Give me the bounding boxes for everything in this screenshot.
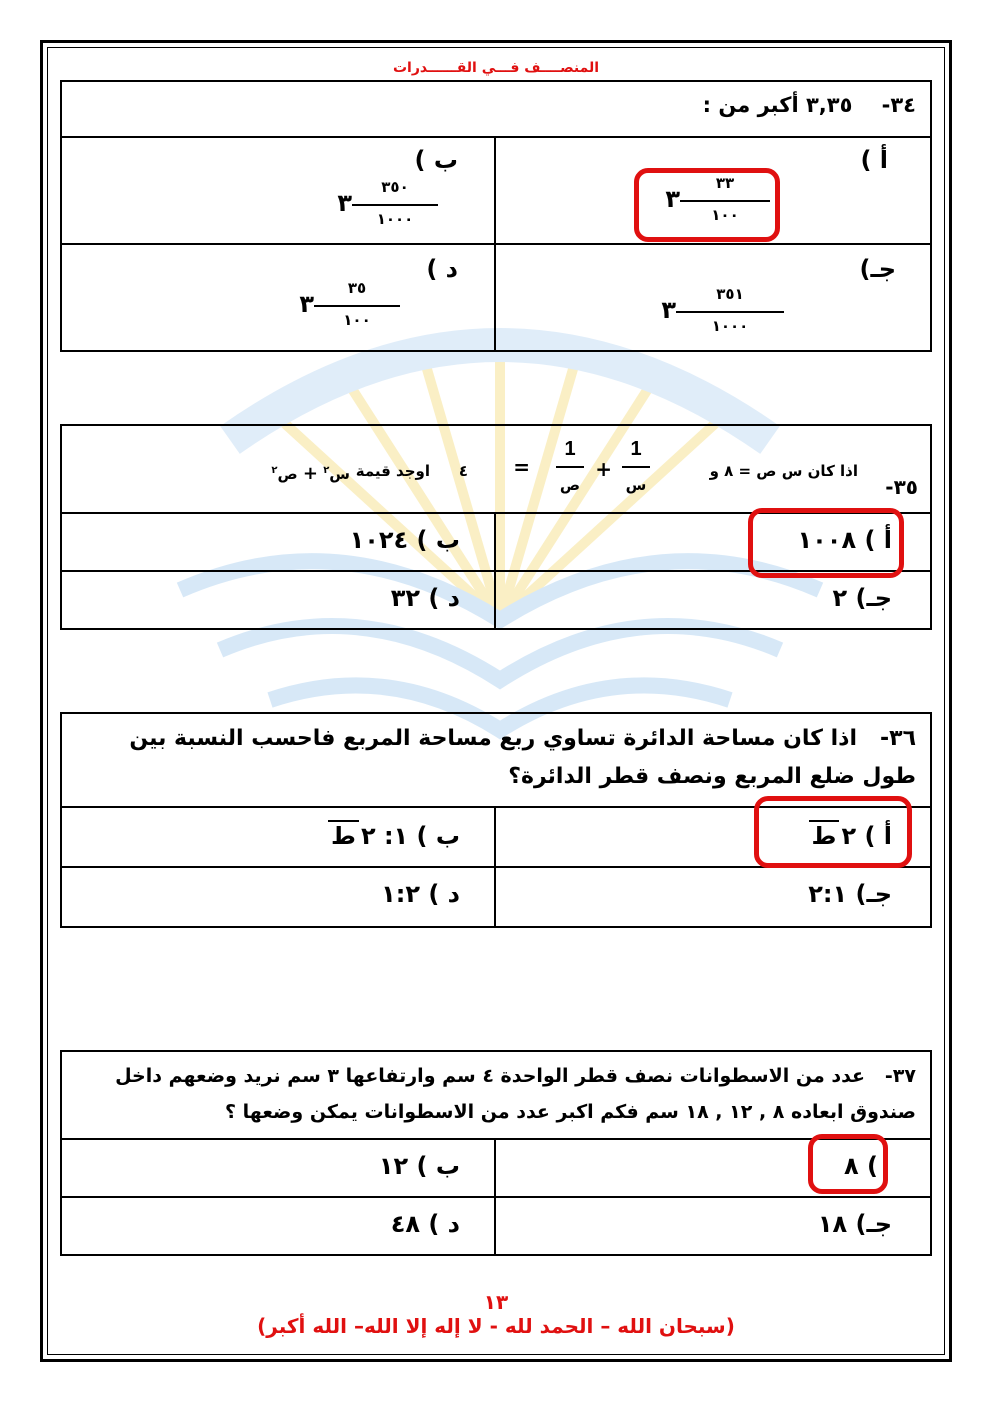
expression-term-2: ص: [277, 465, 298, 483]
option-d-whole: ٣: [299, 290, 314, 318]
question-35-stem: [62, 426, 930, 514]
option-b[interactable]: [62, 138, 496, 243]
option-c-numerator: ٣٥١: [716, 285, 744, 303]
option-b[interactable]: [62, 1140, 496, 1196]
option-c-whole: ٣: [661, 296, 676, 324]
equals-sign: =: [513, 455, 530, 479]
question-35-text-end: اوجد قيمة: [355, 462, 430, 480]
option-d-text: د ) ٣٢: [390, 584, 460, 612]
plus-sign: +: [595, 457, 612, 481]
option-a-text: أ ) ١٠٠٨: [797, 526, 892, 554]
question-36-number: ٣٦-: [880, 726, 916, 751]
option-c-denominator: ١٠٠٠: [711, 317, 749, 335]
question-37-stem: [62, 1052, 930, 1140]
option-a[interactable]: [496, 1140, 930, 1196]
answer-highlight-circle: [808, 1134, 888, 1194]
option-d-text: د ) ١:٢: [381, 880, 460, 908]
option-a-prefix: أ ) ٢: [841, 822, 892, 850]
option-c[interactable]: [496, 245, 930, 350]
question-35-expression: [271, 454, 350, 491]
answer-highlight-circle: [754, 796, 912, 868]
answer-highlight-circle: [748, 508, 904, 578]
option-c[interactable]: [496, 868, 930, 926]
option-d[interactable]: [62, 1198, 496, 1256]
answer-highlight-circle: [634, 168, 780, 242]
expression-exponent-2: ٢: [271, 465, 278, 476]
option-b-text: ب ) ١٢: [378, 1152, 460, 1180]
fraction-2-denominator: ص: [559, 476, 581, 494]
question-36-text: اذا كان مساحة الدائرة تساوي ربع مساحة المربع فاحسب النسبة بين طول ضلع المربع ونصف قطر الدائرة؟: [129, 726, 916, 789]
question-37-text: عدد من الاسطوانات نصف قطر الواحدة ٤ سم وارتفاعها ٣ سم نريد وضعهم داخل صندوق ابعاده ٨ , ١٢ , ١٨ سم فكم اكبر عدد من الاسطوانات يمكن وضعها ؟: [115, 1065, 916, 1123]
expression-term-1: س: [329, 465, 350, 483]
option-c-label: جـ): [859, 255, 896, 283]
question-35-number: ٣٥-: [885, 475, 918, 499]
question-37-row-1: [62, 1140, 930, 1198]
question-37: [60, 1050, 932, 1256]
option-d-label: د ): [426, 255, 458, 283]
question-35: [60, 424, 932, 630]
question-34-row-2: [62, 245, 930, 350]
option-c-fraction: [657, 285, 784, 335]
option-a-radical: ط: [809, 820, 840, 850]
question-34: [60, 80, 932, 352]
fraction-1-denominator: س: [625, 476, 647, 494]
option-d[interactable]: [62, 572, 496, 630]
option-a[interactable]: [496, 514, 930, 570]
option-a[interactable]: [496, 808, 930, 866]
question-34-text: ٣,٣٥ أكبر من :: [702, 93, 853, 117]
question-36-stem: [62, 714, 930, 808]
option-b-numerator: ٣٥٠: [381, 178, 409, 196]
option-d[interactable]: [62, 245, 496, 350]
question-34-row-1: [62, 138, 930, 245]
option-a[interactable]: [496, 138, 930, 243]
option-b-label: ب ): [414, 146, 458, 174]
question-34-stem: [62, 82, 930, 138]
option-a-whole: ٣: [665, 185, 680, 213]
fraction-2-numerator: 1: [564, 438, 576, 460]
option-d-denominator: ١٠٠: [343, 311, 371, 329]
option-b[interactable]: [62, 808, 496, 866]
question-35-row-1: [62, 514, 930, 572]
option-d-text: د ) ٤٨: [390, 1210, 460, 1238]
option-d-fraction: [295, 279, 400, 329]
option-d[interactable]: [62, 868, 496, 926]
option-b-radical: ط: [328, 820, 359, 850]
option-a-numerator: ٣٣: [715, 174, 735, 192]
expression-exponent-1: ٢: [323, 465, 330, 476]
header-title: المنصــــف فـــي القــــــدرات: [392, 60, 600, 76]
option-d-numerator: ٣٥: [347, 279, 367, 297]
option-b-prefix: ب ) ١: ٢: [360, 822, 460, 850]
option-a-denominator: ١٠٠: [711, 206, 739, 224]
question-36-row-1: [62, 808, 930, 868]
question-35-row-2: [62, 572, 930, 630]
option-b[interactable]: [62, 514, 496, 570]
option-c-text: جـ) ١٨: [817, 1210, 892, 1238]
option-c-text: جـ) ٢:١: [808, 880, 892, 908]
option-b-fraction: [307, 178, 438, 228]
option-c-text: جـ) ٢: [832, 584, 892, 612]
option-a-label: أ ): [860, 146, 888, 174]
question-35-value: ٤: [458, 462, 468, 480]
question-35-text-start: اذا كان س ص = ٨ و: [709, 462, 858, 480]
question-35-fraction-2: [556, 432, 584, 502]
fraction-1-numerator: 1: [630, 438, 642, 460]
question-37-number: ٣٧-: [884, 1065, 916, 1087]
option-b-text: [328, 820, 460, 850]
option-c[interactable]: [496, 1198, 930, 1256]
page-number: ١٣: [483, 1290, 509, 1314]
expression-plus: +: [302, 463, 318, 484]
option-b-text: ب ) ١٠٢٤: [349, 526, 460, 554]
question-35-fraction-1: [622, 432, 650, 502]
option-c[interactable]: [496, 572, 930, 630]
option-b-denominator: ١٠٠٠: [376, 210, 414, 228]
option-b-whole: ٣: [337, 189, 352, 217]
question-34-number: ٣٤-: [881, 93, 916, 117]
question-36: [60, 712, 932, 928]
question-36-row-2: [62, 868, 930, 926]
question-37-row-2: [62, 1198, 930, 1256]
footer-dhikr: (سبحان الله – الحمد لله - لا إله إلا الله– الله أكبر): [257, 1314, 735, 1338]
option-a-text: ) ٨: [844, 1152, 878, 1180]
